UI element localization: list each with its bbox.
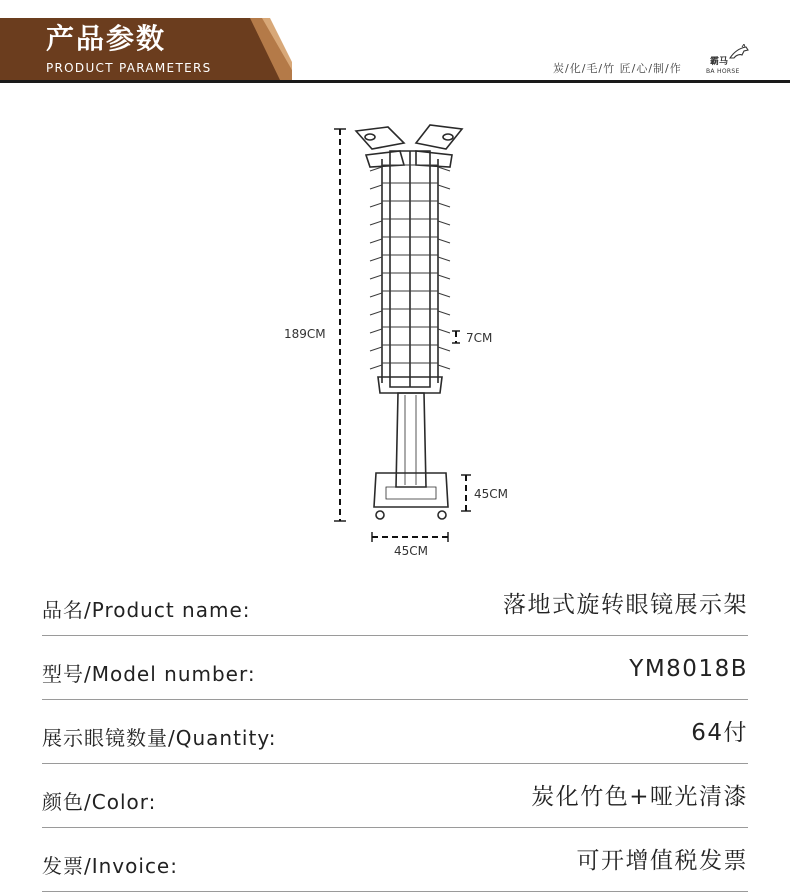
- param-row-product-name: [42, 572, 748, 636]
- param-label: 展示眼镜数量/Quantity:: [42, 726, 277, 750]
- param-label: 发票/Invoice:: [42, 854, 178, 878]
- param-label: 品名/Product name:: [42, 598, 251, 622]
- dim-height-label: 189CM: [284, 327, 326, 341]
- param-row-quantity: [42, 700, 748, 764]
- param-value: 落地式旋转眼镜展示架: [503, 592, 748, 618]
- param-row-invoice: [42, 828, 748, 892]
- product-drawing: [270, 115, 540, 565]
- param-label: 颜色/Color:: [42, 790, 157, 814]
- param-row-color: [42, 764, 748, 828]
- param-row-model-number: [42, 636, 748, 700]
- row-divider: [42, 891, 748, 892]
- dim-base-depth-label: 45CM: [474, 487, 509, 501]
- param-value: 炭化竹色+哑光清漆: [531, 784, 748, 810]
- page-title: 产品参数: [46, 22, 167, 55]
- dim-base-width-label: 45CM: [394, 544, 429, 558]
- logo-text-en: BA HORSE: [706, 68, 740, 75]
- dim-spacing-label: 7CM: [466, 331, 493, 345]
- param-label: 型号/Model number:: [42, 662, 256, 686]
- logo-text-cn: 霸马: [710, 57, 729, 67]
- param-value: 可开增值税发票: [576, 848, 748, 874]
- header-divider: [0, 80, 790, 83]
- param-value: 64付: [691, 720, 748, 746]
- param-value: YM8018B: [629, 656, 748, 682]
- parameter-list: [42, 572, 748, 892]
- page-subtitle: PRODUCT PARAMETERS: [46, 61, 212, 75]
- brand-slogan: 炭/化/毛/竹 匠/心/制/作: [553, 62, 682, 75]
- header: [0, 0, 790, 96]
